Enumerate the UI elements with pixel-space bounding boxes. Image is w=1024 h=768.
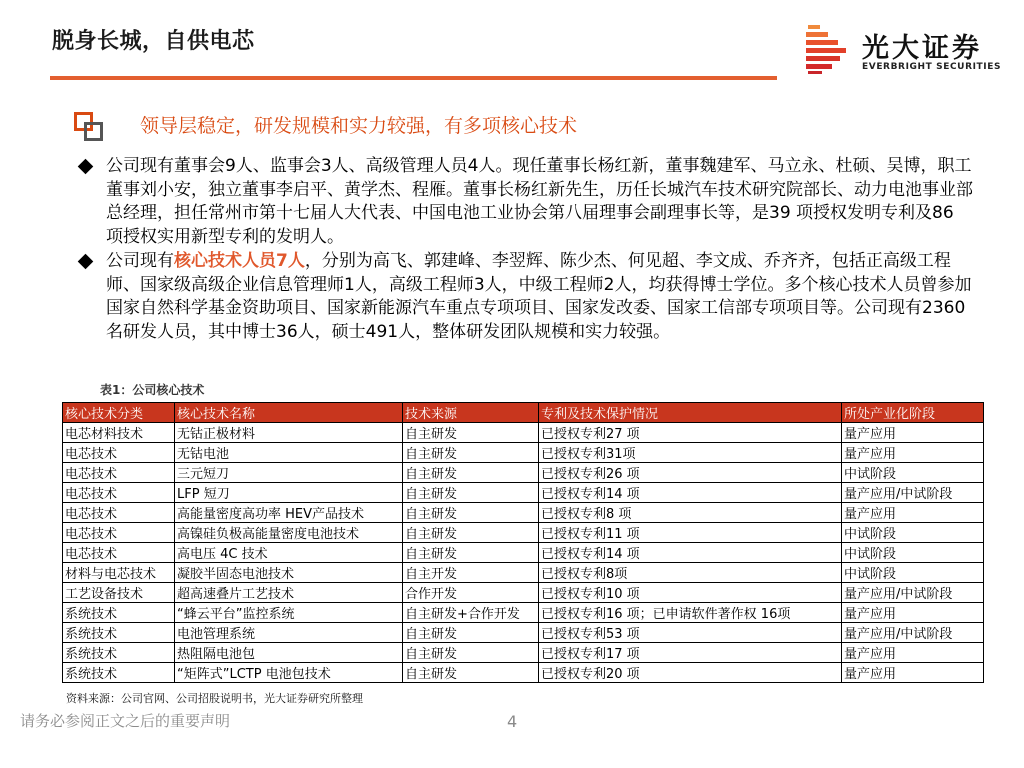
- table-row: [63, 563, 984, 583]
- table-cell: 中试阶段: [842, 523, 984, 543]
- table-header-row: [63, 403, 984, 423]
- table-cell: 已授权专利31项: [539, 443, 842, 463]
- table-cell: 已授权专利20 项: [539, 663, 842, 683]
- table-cell: 电池管理系统: [175, 623, 403, 643]
- table-cell: 量产应用/中试阶段: [842, 583, 984, 603]
- page-title: 脱身长城，自供电芯: [52, 29, 255, 54]
- table-cell: 量产应用/中试阶段: [842, 483, 984, 503]
- table-cell: “蜂云平台”监控系统: [175, 603, 403, 623]
- table-cell: 量产应用: [842, 423, 984, 443]
- table-cell: 电芯技术: [63, 543, 175, 563]
- table-cell: 材料与电芯技术: [63, 563, 175, 583]
- logo-name-en: EVERBRIGHT SECURITIES: [862, 62, 1002, 72]
- table-cell: 无钴电池: [175, 443, 403, 463]
- table-cell: 三元短刀: [175, 463, 403, 483]
- table-cell: 自主研发: [403, 663, 539, 683]
- table-row: [63, 643, 984, 663]
- disclaimer: 请务必参阅正文之后的重要声明: [20, 712, 231, 730]
- source-note: 资料来源：公司官网、公司招股说明书，光大证券研究所整理: [66, 692, 363, 705]
- diamond-bullet-icon: [78, 254, 94, 270]
- bullet-highlight: 核心技术人员7人: [174, 250, 305, 271]
- bullet-list: [78, 155, 973, 345]
- table-cell: 中试阶段: [842, 543, 984, 563]
- table-cell: 量产应用/中试阶段: [842, 623, 984, 643]
- table-cell: 自主研发: [403, 523, 539, 543]
- table-cell: 电芯材料技术: [63, 423, 175, 443]
- table-cell: 量产应用: [842, 503, 984, 523]
- column-header: 所处产业化阶段: [842, 403, 984, 423]
- table-cell: 超高速叠片工艺技术: [175, 583, 403, 603]
- column-header: 专利及技术保护情况: [539, 403, 842, 423]
- table-cell: 自主开发: [403, 563, 539, 583]
- brand-logo: [806, 23, 1006, 75]
- table-cell: 已授权专利14 项: [539, 543, 842, 563]
- bullet-text-rest: ，分别为高飞、郭建峰、李翌辉、陈少杰、何见超、李文成、乔齐齐，包括正高级工程师、国家级高级企业信息管理师1人，高级工程师3人，中级工程师2人，均获得博士学位。多个核心技术人员曾参加国家自然科学基金资助项目、国家新能源汽车重点专项项目、国家发改委、国家工信部专项项目等。公司现有2360名研发人员，其中博士36人，硕士491人，整体研发团队规模和实力较强。: [106, 250, 972, 342]
- bullet-item: [78, 250, 973, 345]
- table-cell: 电芯技术: [63, 443, 175, 463]
- bullet-item: [78, 155, 973, 250]
- table-cell: 自主研发: [403, 483, 539, 503]
- table-cell: 自主研发+合作开发: [403, 603, 539, 623]
- table-cell: 高电压 4C 技术: [175, 543, 403, 563]
- table-cell: 量产应用: [842, 603, 984, 623]
- table-cell: 系统技术: [63, 623, 175, 643]
- table-cell: 量产应用: [842, 663, 984, 683]
- table-cell: 高能量密度高功率 HEV产品技术: [175, 503, 403, 523]
- diamond-bullet-icon: [78, 159, 94, 175]
- table-cell: 已授权专利14 项: [539, 483, 842, 503]
- table-cell: 已授权专利53 项: [539, 623, 842, 643]
- table-cell: 工艺设备技术: [63, 583, 175, 603]
- everbright-logo-mark-icon: [806, 23, 848, 75]
- table-caption: 表1：公司核心技术: [100, 383, 205, 397]
- page-number: 4: [507, 712, 518, 731]
- table-cell: 自主研发: [403, 543, 539, 563]
- table-cell: 已授权专利16 项；已申请软件著作权 16项: [539, 603, 842, 623]
- table-row: [63, 503, 984, 523]
- table-row: [63, 423, 984, 443]
- table-cell: 系统技术: [63, 643, 175, 663]
- table-cell: 已授权专利26 项: [539, 463, 842, 483]
- table-cell: 量产应用: [842, 643, 984, 663]
- table-row: [63, 603, 984, 623]
- table-cell: 无钴正极材料: [175, 423, 403, 443]
- table-cell: LFP 短刀: [175, 483, 403, 503]
- column-header: 技术来源: [403, 403, 539, 423]
- table-cell: 电芯技术: [63, 523, 175, 543]
- section-squares-icon: [74, 112, 104, 142]
- table-cell: 高镍硅负极高能量密度电池技术: [175, 523, 403, 543]
- table-cell: 合作开发: [403, 583, 539, 603]
- section-heading: 领导层稳定，研发规模和实力较强，有多项核心技术: [140, 115, 578, 137]
- table-cell: 自主研发: [403, 503, 539, 523]
- header-rule: [50, 76, 777, 80]
- table-cell: 已授权专利8项: [539, 563, 842, 583]
- table-row: [63, 443, 984, 463]
- column-header: 核心技术名称: [175, 403, 403, 423]
- column-header: 核心技术分类: [63, 403, 175, 423]
- logo-name-cn: 光大证券: [862, 33, 982, 64]
- table-cell: 已授权专利8 项: [539, 503, 842, 523]
- table-cell: 已授权专利11 项: [539, 523, 842, 543]
- table-cell: 电芯技术: [63, 483, 175, 503]
- table-row: [63, 523, 984, 543]
- table-row: [63, 483, 984, 503]
- table-cell: 自主研发: [403, 463, 539, 483]
- table-cell: 已授权专利17 项: [539, 643, 842, 663]
- table-cell: 系统技术: [63, 663, 175, 683]
- table-cell: 已授权专利10 项: [539, 583, 842, 603]
- table-cell: 自主研发: [403, 443, 539, 463]
- table-cell: 中试阶段: [842, 563, 984, 583]
- table-row: [63, 583, 984, 603]
- table-cell: 热阻隔电池包: [175, 643, 403, 663]
- table-cell: 中试阶段: [842, 463, 984, 483]
- table-cell: 电芯技术: [63, 463, 175, 483]
- table-row: [63, 623, 984, 643]
- table-body: [63, 423, 984, 683]
- table-cell: 凝胶半固态电池技术: [175, 563, 403, 583]
- table-cell: 量产应用: [842, 443, 984, 463]
- table-row: [63, 663, 984, 683]
- table-cell: “矩阵式”LCTP 电池包技术: [175, 663, 403, 683]
- core-tech-table: [62, 402, 984, 683]
- table-cell: 电芯技术: [63, 503, 175, 523]
- table-cell: 已授权专利27 项: [539, 423, 842, 443]
- table-cell: 自主研发: [403, 623, 539, 643]
- table-cell: 自主研发: [403, 643, 539, 663]
- table-row: [63, 463, 984, 483]
- table-cell: 系统技术: [63, 603, 175, 623]
- bullet-text-prefix: 公司现有: [106, 250, 174, 271]
- table-cell: 自主研发: [403, 423, 539, 443]
- table-row: [63, 543, 984, 563]
- bullet-text: 公司现有董事会9人、监事会3人、高级管理人员4人。现任董事长杨红新，董事魏建军、马立永、杜硕、吴博，职工董事刘小安，独立董事李启平、黄学杰、程雁。董事长杨红新先生，历任长城汽车技术研究院部长、动力电池事业部总经理，担任常州市第十七届人大代表、中国电池工业协会第八届理事会副理事长等，是39 项授权发明专利及86 项授权实用新型专利的发明人。: [106, 156, 973, 248]
